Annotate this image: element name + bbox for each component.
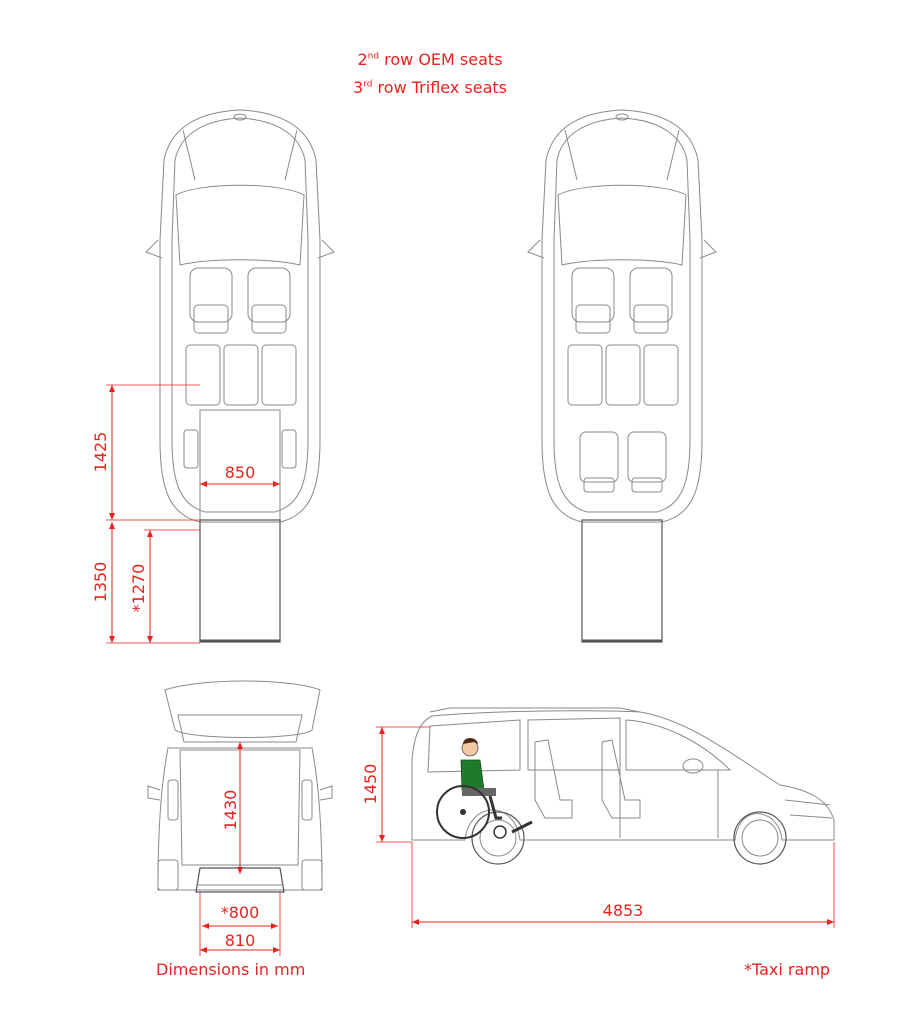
label-850: 850: [224, 463, 256, 482]
title-line-3rd-row: 3rd row Triflex seats: [353, 78, 507, 97]
taxi-ramp-note: *Taxi ramp: [744, 960, 831, 979]
label-1270: *1270: [129, 563, 148, 613]
label-810: 810: [224, 931, 256, 950]
dimension-1350: [106, 522, 200, 643]
dimension-1270: [144, 530, 200, 643]
label-1450: 1450: [361, 763, 380, 805]
label-1425: 1425: [91, 431, 110, 473]
dimension-1450: [376, 727, 430, 842]
title-line-2nd-row: 2nd row OEM seats: [357, 50, 503, 69]
label-4853: 4853: [602, 901, 644, 920]
label-1430: 1430: [221, 789, 240, 831]
top-view-left-vehicle: [146, 110, 334, 642]
label-1350: 1350: [91, 561, 110, 603]
label-800: *800: [220, 903, 260, 922]
wheelchair-user: [437, 738, 532, 838]
units-note: Dimensions in mm: [156, 960, 306, 979]
top-view-right-vehicle: [528, 110, 716, 642]
